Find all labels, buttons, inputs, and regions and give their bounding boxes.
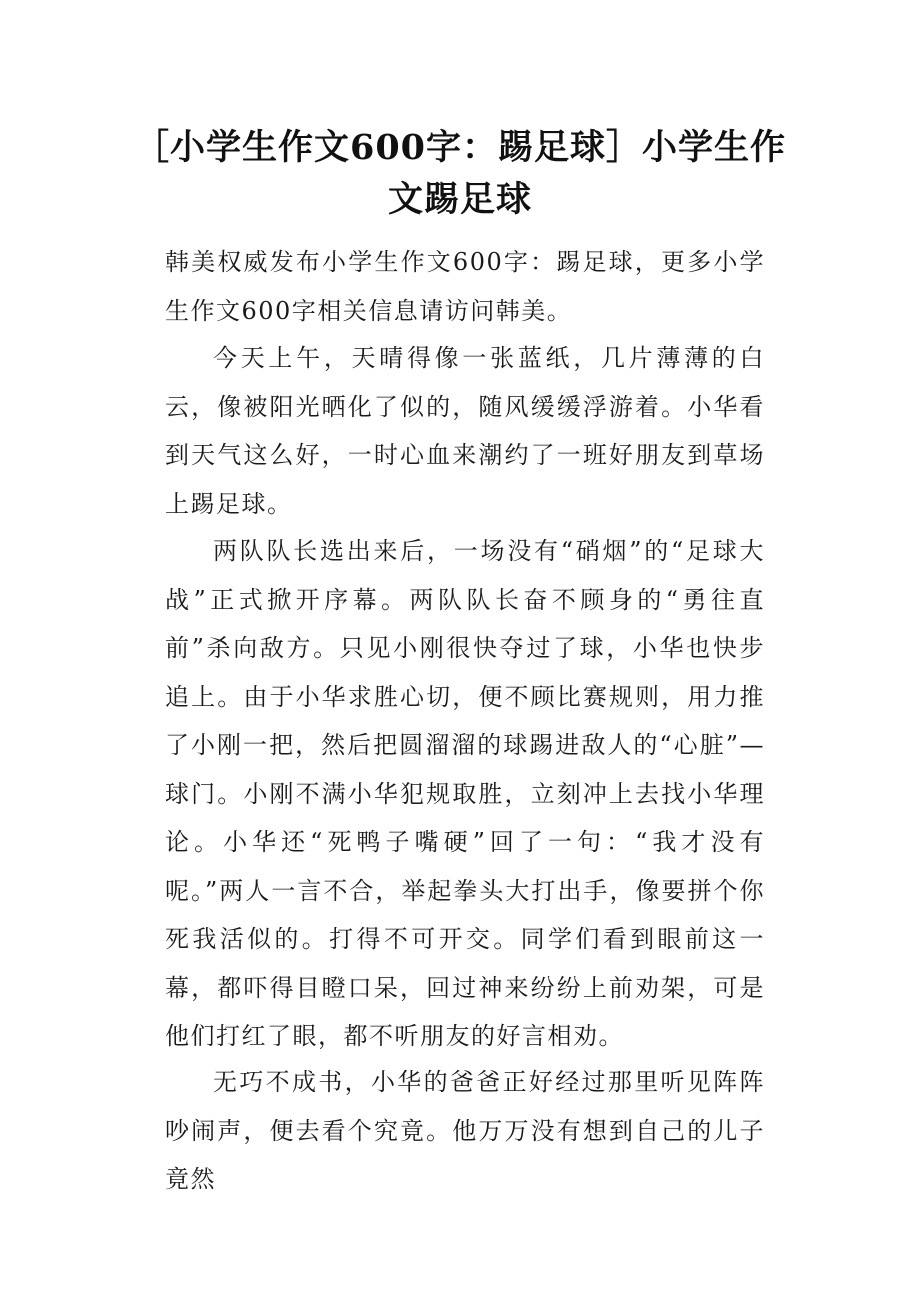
intro-paragraph: 韩美权威发布小学生作文600字：踢足球，更多小学生作文600字相关信息请访问韩美。 — [165, 248, 765, 325]
body-paragraph-2: 两队队长选出来后，一场没有“硝烟”的“足球大战”正式掀开序幕。两队队长奋不顾身的“勇往直前”杀向敌方。只见小刚很快夺过了球，小华也快步追上。由于小华求胜心切，便不顾比赛规则，用力推了小刚一把，然后把圆溜溜的球踢进敌人的“心脏”—球门。小刚不满小华犯规取胜，立刻冲上去找小华理论。小华还“死鸭子嘴硬”回了一句：“我才没有呢。”两人一言不合，举起拳头大打出手，像要拼个你死我活似的。打得不可开交。同学们看到眼前这一幕，都吓得目瞪口呆，回过神来纷纷上前劝架，可是他们打红了眼，都不听朋友的好言相劝。 — [165, 537, 765, 1050]
document-title: ［小学生作文600字：踢足球］小学生作文踢足球 — [133, 127, 787, 220]
body-paragraph-3: 无巧不成书，小华的爸爸正好经过那里听见阵阵吵闹声，便去看个究竟。他万万没有想到自己的儿子竟然 — [165, 1068, 765, 1193]
body-paragraph-1: 今天上午，天晴得像一张蓝纸，几片薄薄的白云，像被阳光晒化了似的，随风缓缓浮游着。小华看到天气这么好，一时心血来潮约了一班好朋友到草场上踢足球。 — [165, 344, 765, 518]
